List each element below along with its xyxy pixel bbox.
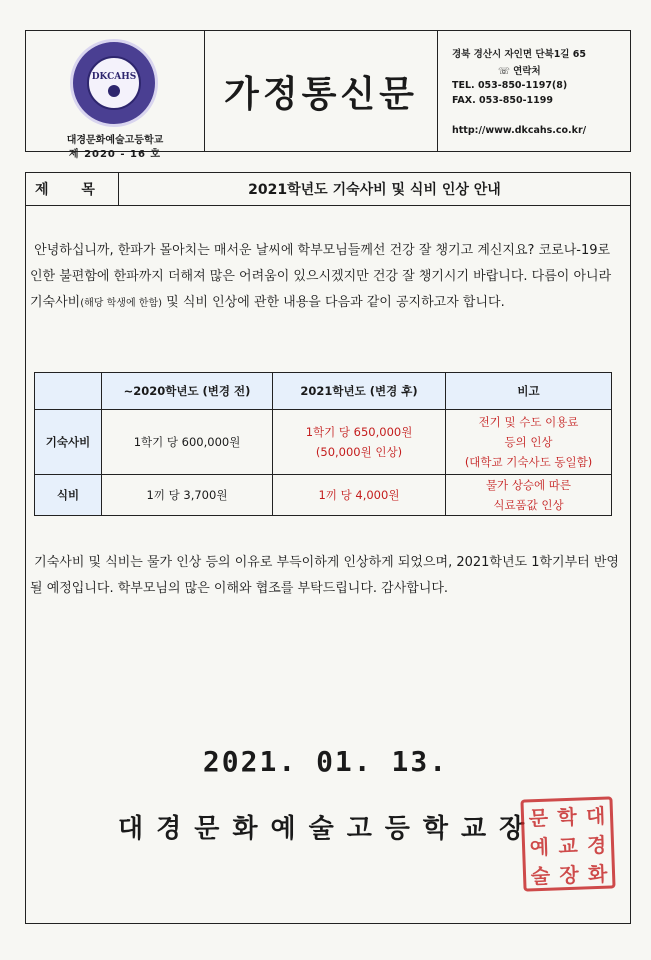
website-link[interactable]: http://www.dkcahs.co.kr/ (452, 125, 587, 136)
remark-line: 전기 및 수도 이용료 (478, 415, 579, 429)
closing-text: 기숙사비 및 식비는 물가 인상 등의 이유로 부득이하게 인상하게 되었으며, 2021학년도 1학기부터 반영될 예정입니다. 학부모님의 많은 이해와 협조를 부탁드립니다. 감사합니다. (30, 555, 619, 596)
after-note: (50,000원 인상) (315, 445, 403, 459)
seal-char: 화 (587, 861, 608, 887)
subject-label: 제 목 (26, 173, 119, 205)
table-header-before: ~2020학년도 (변경 전) (102, 373, 273, 410)
tel: TEL. 053-850-1197(8) (452, 80, 568, 91)
cell-after: 1끼 당 4,000원 (273, 475, 446, 516)
seal-char: 술 (530, 863, 551, 889)
table-header-remark: 비고 (446, 373, 612, 410)
document-title: 가정통신문 (205, 31, 438, 151)
logo-emblem (87, 56, 141, 110)
remark-line: 등의 인상 (504, 435, 553, 449)
after-value: 1학기 당 650,000원 (305, 425, 413, 439)
seal-char: 문 (528, 805, 549, 831)
cell-remark (446, 475, 612, 516)
contact-label: ☏ 연락처 (498, 66, 541, 77)
intro-note: (해당 학생에 한함) (80, 298, 163, 309)
signature: 대경문화예술고등학교장 (118, 814, 538, 844)
remark-line: (대학교 기숙사도 동일함) (464, 455, 593, 469)
seal-char: 예 (529, 834, 550, 860)
intro-paragraph (30, 238, 622, 317)
logo-crest-icon (108, 85, 120, 97)
row-label: 기숙사비 (35, 410, 102, 475)
subject-row (25, 172, 631, 206)
school-logo (70, 39, 158, 127)
issue-number: 제 2020 - 16 호 (68, 149, 162, 160)
official-seal (520, 796, 615, 891)
contact-block (438, 31, 630, 151)
subject-text: 2021학년도 기숙사비 및 식비 인상 안내 (248, 182, 501, 198)
fax: FAX. 053-850-1199 (452, 95, 553, 106)
table-row (35, 410, 612, 475)
table-header-row (35, 373, 612, 410)
cell-after (273, 410, 446, 475)
seal-char: 학 (556, 804, 578, 830)
table-row (35, 475, 612, 516)
seal-char: 교 (557, 833, 579, 859)
address: 경북 경산시 자인면 단북1길 65 (452, 49, 587, 60)
logo-text: DKCAHS (91, 72, 137, 82)
remark-line: 식료품값 인상 (493, 498, 564, 512)
fee-table (34, 372, 612, 516)
intro-text: 안녕하십니까, 한파가 몰아치는 매서운 날씨에 학부모님들께선 건강 잘 챙기고 계신지요? 코로나-19로 인한 불편함에 한파까지 더해져 많은 어려움이 있으시겠지만 건강 잘 챙기시기 바랍니다. 다름이 아니라 기숙사비 (30, 243, 612, 310)
seal-char: 대 (585, 803, 606, 829)
closing-paragraph (30, 550, 622, 602)
row-label: 식비 (35, 475, 102, 516)
cell-before: 1끼 당 3,700원 (102, 475, 273, 516)
school-block (26, 31, 205, 160)
cell-remark (446, 410, 612, 475)
table-header-empty (35, 373, 102, 410)
remark-line: 물가 상승에 따른 (485, 478, 572, 492)
intro-text-end: 및 식비 인상에 관한 내용을 다음과 같이 공지하고자 합니다. (162, 295, 505, 310)
issue-date: 2021. 01. 13. (202, 745, 449, 778)
letter-header (25, 30, 631, 160)
seal-char: 경 (586, 832, 607, 858)
cell-before: 1학기 당 600,000원 (102, 410, 273, 475)
table-header-after: 2021학년도 (변경 후) (273, 373, 446, 410)
seal-char: 장 (558, 862, 580, 888)
school-name: 대경문화예술고등학교 (66, 135, 164, 146)
